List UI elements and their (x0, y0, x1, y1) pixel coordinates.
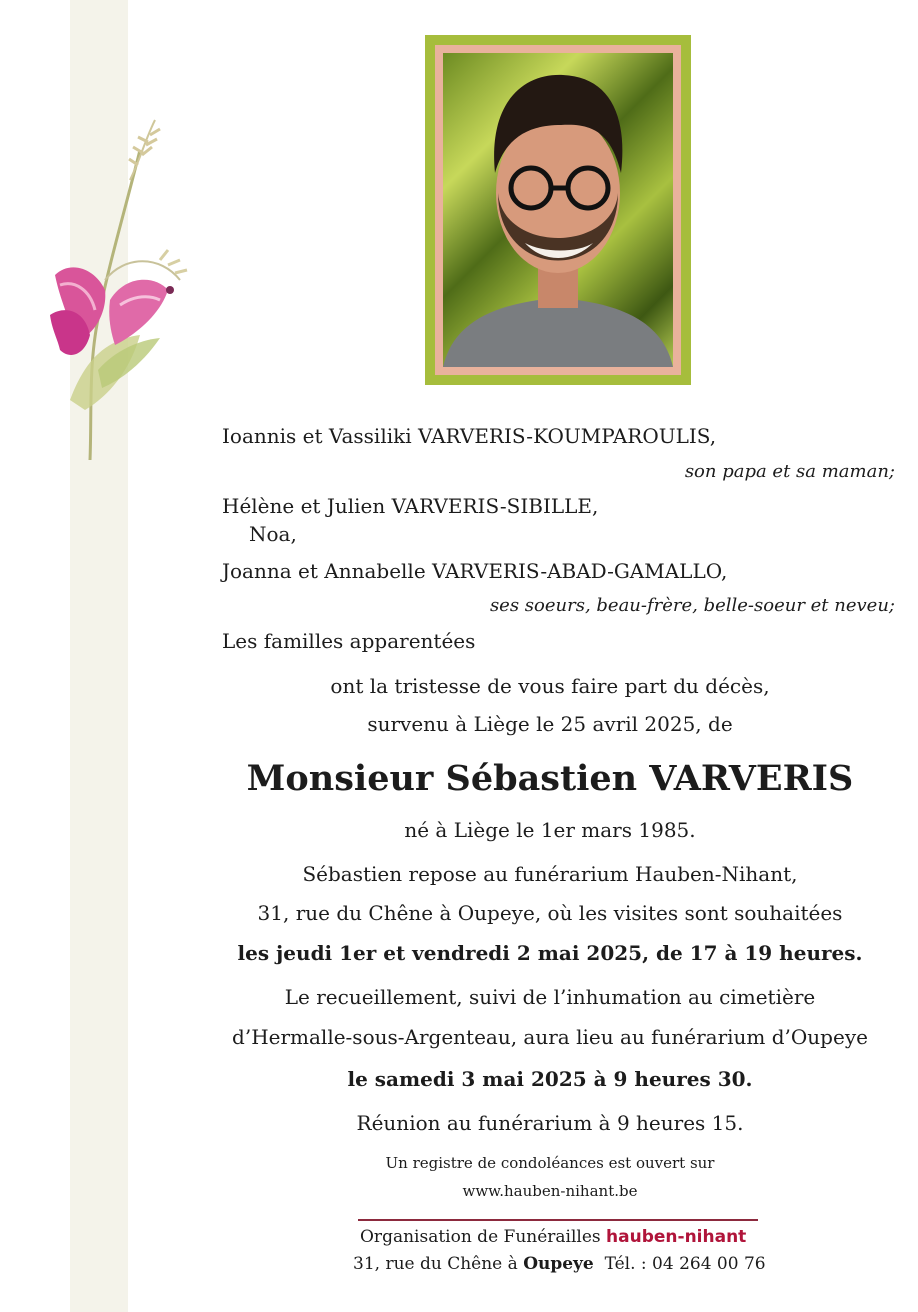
family-sister-1: Hélène et Julien VARVERIS-SIBILLE, (222, 494, 599, 518)
brand-logo-text: hauben-nihant (606, 1227, 747, 1247)
visits-dates: les jeudi 1er et vendredi 2 mai 2025, de 17 à 19 heures. (237, 941, 863, 965)
ceremony-date: le samedi 3 mai 2025 à 9 heures 30. (347, 1067, 753, 1091)
family-parents-role: son papa et sa maman; (684, 461, 895, 482)
footer-address-prefix: 31, rue du Chêne à (353, 1254, 518, 1274)
family-parents: Ioannis et Vassiliki VARVERIS-KOUMPAROULIS, (222, 424, 717, 448)
family-relatives: Les familles apparentées (222, 629, 476, 653)
portrait-photo (443, 53, 673, 367)
deceased-name: Monsieur Sébastien VARVERIS (246, 758, 854, 799)
footer-divider (358, 1219, 758, 1221)
footer-org-prefix: Organisation de Funérailles (360, 1227, 601, 1247)
family-siblings-role: ses soeurs, beau-frère, belle-soeur et neveu; (489, 595, 895, 616)
footer-address (353, 1254, 766, 1274)
visits-line-1: Sébastien repose au funérarium Hauben-Nihant, (302, 862, 798, 886)
ceremony-line-2: d’Hermalle-sous-Argenteau, aura lieu au funérarium d’Oupeye (232, 1025, 868, 1049)
footer-organisation (360, 1227, 746, 1247)
calla-lily-illustration (30, 110, 230, 470)
visits-line-2: 31, rue du Chêne à Oupeye, où les visites sont souhaitées (257, 901, 843, 925)
footer-city: Oupeye (523, 1254, 594, 1274)
birth-info: né à Liège le 1er mars 1985. (404, 818, 696, 842)
ceremony-gathering: Réunion au funérarium à 9 heures 15. (356, 1111, 744, 1135)
registry-link[interactable]: www.hauben-nihant.be (462, 1182, 638, 1200)
ceremony-line-1: Le recueillement, suivi de l’inhumation au cimetière (284, 985, 816, 1009)
family-sister-2: Joanna et Annabelle VARVERIS-ABAD-GAMALLO, (222, 559, 728, 583)
announcement-line-1: ont la tristesse de vous faire part du décès, (330, 674, 770, 698)
portrait-frame (425, 35, 691, 385)
footer-phone: Tél. : 04 264 00 76 (604, 1254, 766, 1274)
registry-text: Un registre de condoléances est ouvert sur (385, 1154, 715, 1172)
announcement-line-2: survenu à Liège le 25 avril 2025, de (367, 712, 733, 736)
portrait-mat (435, 45, 681, 375)
family-nephew: Noa, (249, 522, 297, 546)
